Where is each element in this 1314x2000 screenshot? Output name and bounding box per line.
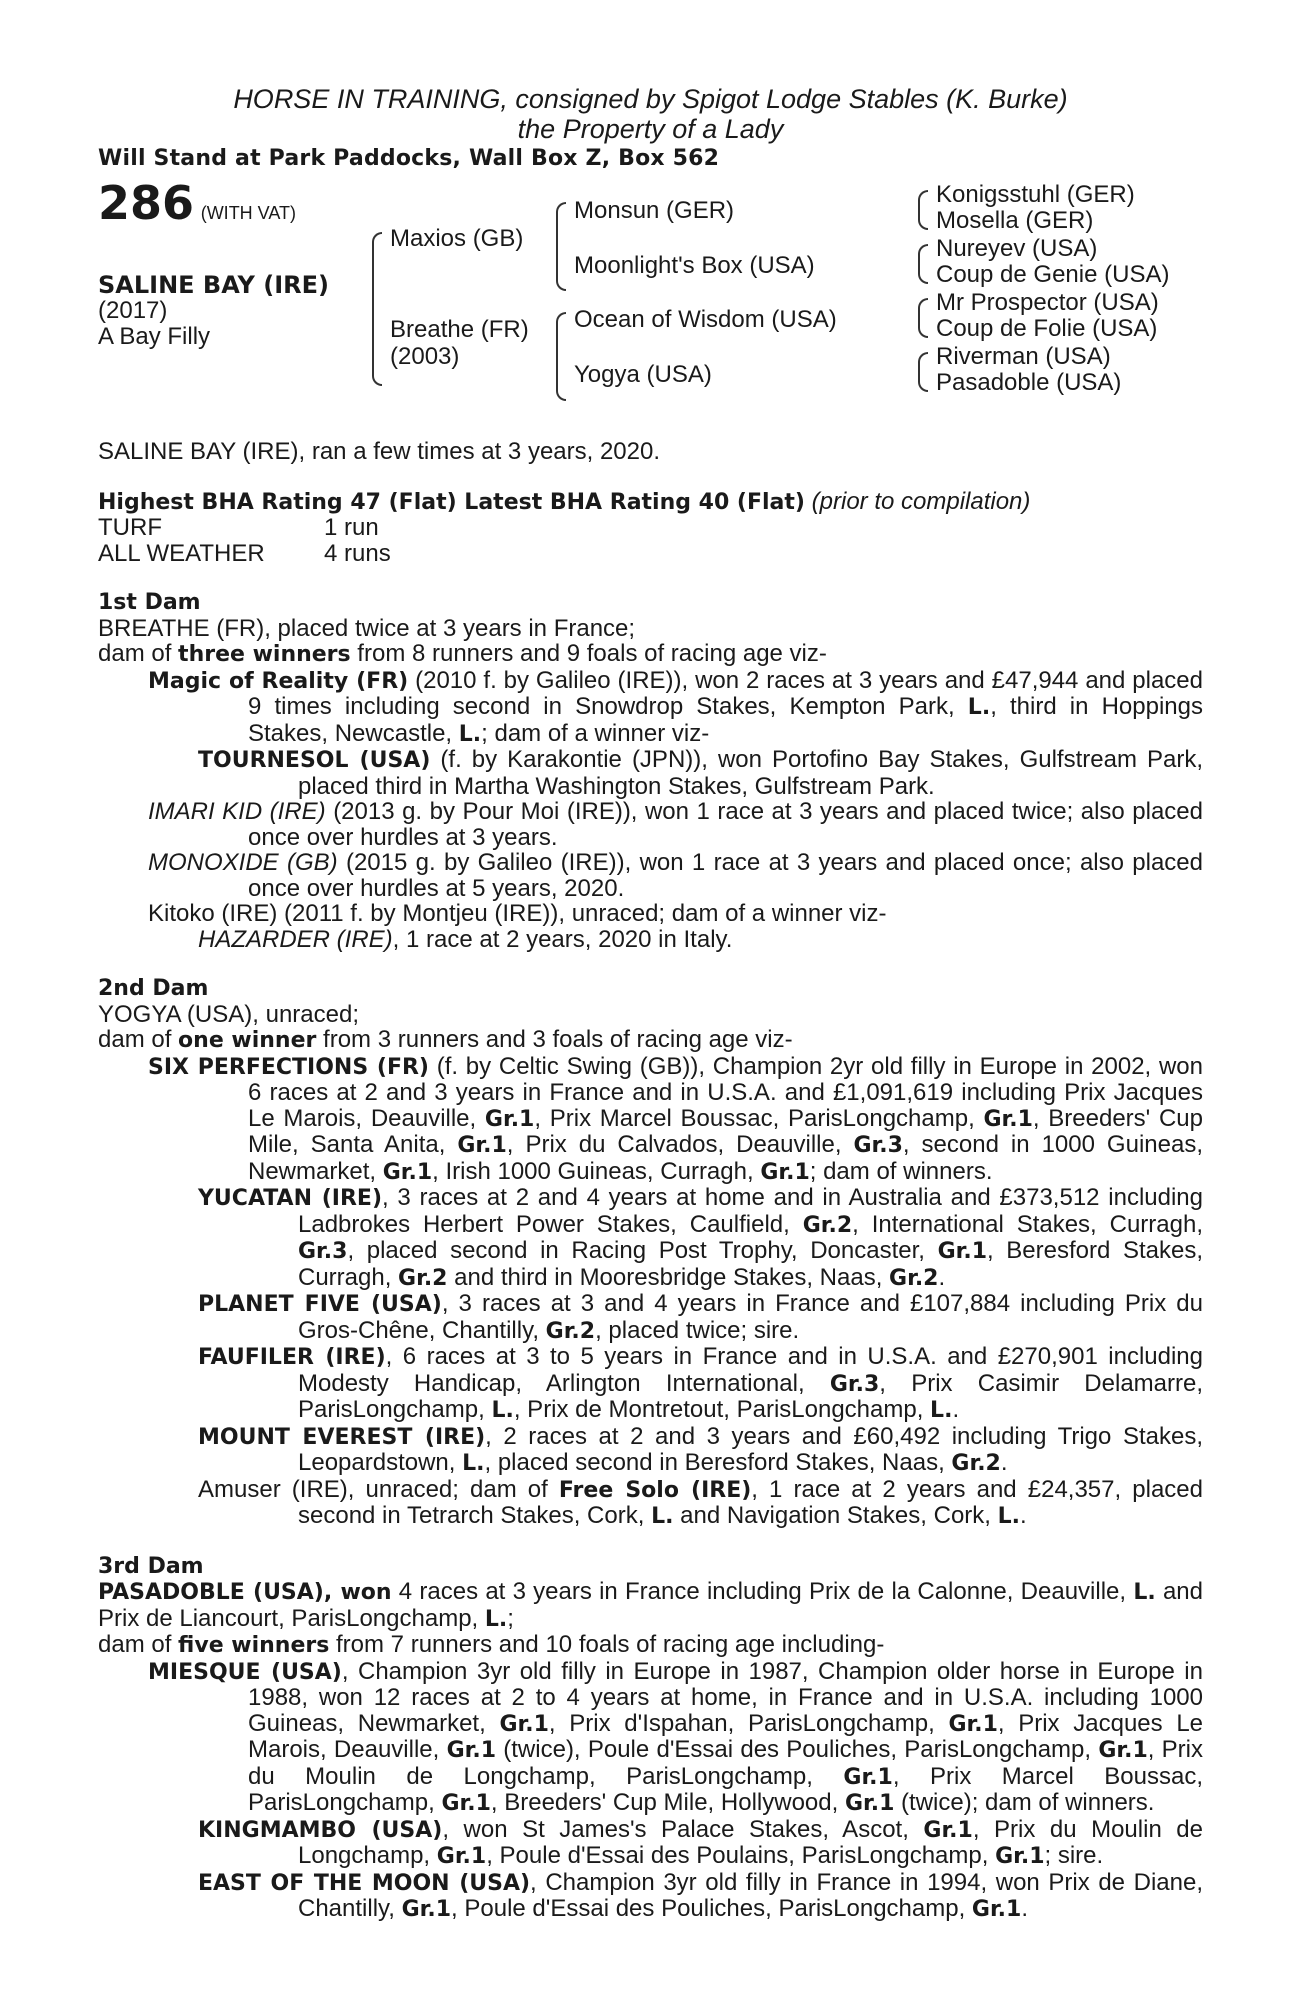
text-run: Gr.1	[983, 1106, 1033, 1132]
text-run: L.	[1133, 1580, 1156, 1605]
text-run: MONOXIDE (GB)	[148, 849, 338, 876]
text-run: three winners	[178, 642, 351, 667]
text-run: Gr.1	[401, 1897, 452, 1922]
vat-note: (WITH VAT)	[200, 203, 297, 223]
text-run: (2015 g. by Galileo (IRE)), won 1 race at 3 years and placed once; also placed once over hurdles at 5 years, 2020.	[248, 849, 1203, 902]
text-run: ; dam of winners.	[809, 1157, 993, 1185]
produce-tournesol	[98, 747, 1203, 799]
text-run: Gr.1	[484, 1106, 535, 1132]
aw-label: ALL WEATHER	[98, 539, 265, 567]
text-run: TOURNESOL (USA)	[198, 748, 431, 773]
text-run: , won St James's Palace Stakes, Ascot,	[442, 1815, 924, 1843]
text-run: Gr.1	[441, 1791, 491, 1816]
catalogue-page	[98, 84, 1203, 1923]
text-run: Gr.3	[853, 1133, 903, 1158]
text-run: (2013 g. by Pour Moi (IRE)), won 1 race at 3 years and placed twice; also placed once over hurdles at 3 years.	[248, 798, 1203, 851]
text-run: PLANET FIVE (USA)	[198, 1292, 442, 1317]
text-run: KINGMAMBO (USA)	[198, 1817, 443, 1843]
g3-nureyev: Nureyev (USA)	[936, 235, 1098, 262]
text-run: Free Solo (IRE)	[558, 1477, 752, 1503]
g3-konigsstuhl: Konigsstuhl (GER)	[936, 181, 1135, 208]
bracket-dam	[556, 312, 566, 401]
text-run: , placed twice; sire.	[595, 1316, 800, 1344]
text-run: Gr.1	[499, 1711, 549, 1737]
text-run: , second in 1000 Guineas, Newmarket,	[248, 1131, 1203, 1185]
produce-east-of-the-moon	[98, 1870, 1203, 1923]
text-run: Gr.1	[995, 1844, 1045, 1869]
text-run: one winner	[178, 1028, 317, 1053]
text-run: , 6 races at 3 to 5 years in France and in U.S.A. and £270,901 including Modesty Handicap, Arlington International,	[298, 1343, 1203, 1397]
text-run: Gr.1	[844, 1791, 895, 1816]
produce-hazarder	[98, 927, 1203, 953]
text-run: and third in Mooresbridge Stakes, Naas,	[447, 1263, 890, 1291]
text-run: Gr.2	[951, 1451, 1001, 1476]
text-run: , Prix de Montretout, ParisLongchamp,	[513, 1396, 931, 1423]
text-run: SIX PERFECTIONS (FR)	[148, 1054, 429, 1080]
third-dam-line	[98, 1579, 1203, 1632]
text-run: EAST OF THE MOON (USA)	[198, 1870, 531, 1896]
produce-faufiler	[98, 1344, 1203, 1424]
produce-monoxide	[98, 850, 1203, 901]
text-run: .	[1000, 1449, 1008, 1476]
text-run: from 7 runners and 10 foals of racing age including-	[329, 1631, 885, 1658]
text-run: , 2 races at 2 and 3 years and £60,492 including Trigo Stakes, Leopardstown,	[298, 1422, 1203, 1476]
text-run: dam of	[98, 1026, 179, 1053]
dam-year: (2003)	[390, 343, 460, 370]
aw-row	[98, 541, 1203, 567]
text-run: .	[1020, 1502, 1027, 1529]
text-run: Gr.1	[760, 1159, 810, 1185]
stand-location: Will Stand at Park Paddocks, Wall Box Z, Box 562	[98, 146, 720, 171]
text-run: dam of	[98, 640, 179, 667]
produce-miesque	[98, 1659, 1203, 1817]
text-run: MOUNT EVEREST (IRE)	[198, 1424, 486, 1450]
text-run: , Prix Marcel Boussac, ParisLongchamp,	[534, 1104, 984, 1132]
horse-name: SALINE BAY (IRE)	[98, 271, 329, 299]
text-run: , placed second in Racing Post Trophy, Doncaster,	[347, 1237, 938, 1264]
text-run: , Poule d'Essai des Poulains, ParisLongchamp,	[486, 1842, 996, 1869]
horse-year: (2017)	[98, 297, 168, 324]
produce-kitoko	[98, 901, 1203, 927]
text-run: Gr.1	[1098, 1738, 1148, 1763]
text-run: , 1 race at 2 years, 2020 in Italy.	[392, 925, 733, 953]
first-dam-heading: 1st Dam	[98, 590, 201, 615]
text-run: , 3 races at 3 and 4 years in France and £107,884 including Prix du Gros-Chêne, Chantilly,	[298, 1290, 1203, 1344]
first-dam-line: BREATHE (FR), placed twice at 3 years in France;	[98, 614, 636, 642]
produce-imari-kid	[98, 799, 1203, 850]
text-run: Gr.2	[398, 1265, 448, 1291]
text-run: Gr.1	[923, 1817, 973, 1843]
text-run: .	[938, 1263, 946, 1291]
rating-values: Highest BHA Rating 47 (Flat) Latest BHA Rating 40 (Flat)	[98, 489, 805, 515]
produce-amuser	[98, 1477, 1203, 1530]
text-run: , third in Hoppings Stakes, Newcastle,	[248, 693, 1203, 747]
bracket-g3-2	[918, 244, 928, 284]
pedigree-table	[98, 176, 1203, 427]
text-run: L.	[651, 1504, 674, 1529]
text-run: Gr.2	[889, 1265, 939, 1291]
sire: Maxios (GB)	[390, 225, 524, 252]
text-run: L.	[930, 1398, 953, 1423]
g3-coup-de-genie: Coup de Genie (USA)	[936, 261, 1170, 288]
text-run: , Champion 3yr old filly in Europe in 1987, Champion older horse in Europe in 1988, won 12 races at 2 to 4 years at home, in France and in U.S.A. including 1000 Guineas, Newmarket,	[248, 1657, 1203, 1737]
text-run: Magic of Reality (FR)	[148, 668, 409, 694]
text-run: , Irish 1000 Guineas, Curragh,	[432, 1157, 761, 1185]
third-dam-section	[98, 1554, 1203, 1923]
text-run: L.	[967, 695, 991, 720]
produce-magic-of-reality	[98, 668, 1203, 748]
text-run: L.	[458, 721, 482, 747]
text-run: L.	[491, 1398, 514, 1423]
text-run: IMARI KID (IRE)	[148, 798, 326, 825]
sire-dam: Moonlight's Box (USA)	[574, 252, 815, 279]
bracket-sire	[556, 202, 566, 291]
text-run: PASADOBLE (USA), won	[98, 1580, 392, 1605]
ratings-block	[98, 489, 1203, 567]
text-run: Gr.1	[436, 1844, 487, 1869]
text-run: , Breeders' Cup Mile, Hollywood,	[490, 1789, 845, 1816]
text-run: five winners	[178, 1633, 330, 1658]
text-run: and Navigation Stakes, Cork,	[673, 1502, 998, 1529]
text-run: ;	[507, 1604, 514, 1632]
text-run: and Prix de Liancourt, ParisLongchamp,	[98, 1578, 1204, 1632]
text-run: (2010 f. by Galileo (IRE)), won 2 races at 3 years and £47,944 and placed 9 times including second in Snowdrop Stakes, Kempton Park,	[248, 666, 1203, 720]
second-dam-heading: 2nd Dam	[98, 976, 209, 1001]
g3-mr-prospector: Mr Prospector (USA)	[936, 289, 1159, 316]
text-run: Gr.1	[446, 1738, 497, 1763]
text-run: , Prix du Calvados, Deauville,	[506, 1131, 854, 1158]
text-run: Gr.2	[545, 1318, 596, 1344]
g3-coup-de-folie: Coup de Folie (USA)	[936, 315, 1158, 342]
text-run: Amuser (IRE), unraced; dam of	[198, 1475, 559, 1503]
g3-riverman: Riverman (USA)	[936, 343, 1111, 370]
horse-description: A Bay Filly	[98, 323, 211, 350]
lot-number-line	[98, 176, 297, 230]
text-run: , Prix d'Ispahan, ParisLongchamp,	[548, 1709, 949, 1737]
bracket-g3-4	[918, 352, 928, 392]
text-run: FAUFILER (IRE)	[198, 1345, 386, 1370]
bracket-g3-3	[918, 298, 928, 338]
text-run: Gr.3	[829, 1371, 880, 1397]
text-run: , Prix du Moulin de Longchamp,	[298, 1815, 1204, 1869]
turf-label: TURF	[98, 514, 162, 541]
text-run: , Beresford Stakes, Curragh,	[298, 1237, 1203, 1291]
text-run: , Prix Casimir Delamarre, ParisLongchamp,	[298, 1369, 1204, 1423]
g3-mosella: Mosella (GER)	[936, 207, 1094, 234]
text-run: YUCATAN (IRE)	[198, 1186, 382, 1211]
turf-value: 1 run	[324, 514, 379, 541]
dam-sire: Ocean of Wisdom (USA)	[574, 306, 837, 333]
consignor-line: HORSE IN TRAINING, consigned by Spigot Lodge Stables (K. Burke)	[233, 84, 1068, 114]
text-run: Gr.1	[843, 1764, 893, 1790]
text-run: L.	[997, 1504, 1021, 1529]
text-run: .	[952, 1396, 960, 1423]
text-run: , 1 race at 2 years and £24,357, placed second in Tetrarch Stakes, Cork,	[298, 1475, 1203, 1529]
lot-number: 286	[98, 176, 195, 230]
text-run: , placed second in Beresford Stakes, Naas,	[484, 1449, 952, 1476]
text-run: .	[1021, 1895, 1029, 1922]
text-run: HAZARDER (IRE)	[198, 925, 393, 953]
text-run: , Prix Marcel Boussac, ParisLongchamp,	[248, 1762, 1204, 1816]
produce-kingmambo	[98, 1817, 1203, 1870]
produce-yucatan	[98, 1185, 1203, 1291]
text-run: , Prix du Moulin de Longchamp, ParisLongchamp,	[248, 1736, 1204, 1790]
text-run: (f. by Karakontie (JPN)), won Portofino Bay Stakes, Gulfstream Park, placed third in Martha Washington Stakes, Gulfstream Park.	[298, 746, 1203, 800]
produce-planet-five	[98, 1291, 1203, 1344]
text-run: , Prix Jacques Le Marois, Deauville,	[248, 1709, 1204, 1763]
text-run: Gr.1	[382, 1159, 433, 1185]
race-summary: SALINE BAY (IRE), ran a few times at 3 years, 2020.	[98, 438, 661, 465]
text-run: (twice), Poule d'Essai des Pouliches, ParisLongchamp,	[496, 1736, 1099, 1763]
dam-dam: Yogya (USA)	[574, 361, 712, 388]
second-dam-produce-line	[98, 1027, 1203, 1054]
property-line: the Property of a Lady	[517, 114, 784, 144]
text-run: , Breeders' Cup Mile, Santa Anita,	[248, 1104, 1204, 1158]
text-run: Gr.1	[457, 1133, 507, 1158]
text-run: , Poule d'Essai des Pouliches, ParisLongchamp,	[451, 1895, 972, 1922]
first-dam-section	[98, 590, 1203, 952]
third-dam-produce-line	[98, 1632, 1203, 1659]
text-run: dam of	[98, 1631, 179, 1658]
bracket-g3-1	[918, 190, 928, 230]
text-run: Gr.1	[971, 1897, 1022, 1922]
rating-line	[98, 489, 1203, 516]
text-run: Gr.2	[802, 1212, 853, 1238]
produce-mount-everest	[98, 1424, 1203, 1477]
rating-note: (prior to compilation)	[811, 487, 1031, 515]
text-run: , International Stakes, Curragh,	[852, 1210, 1203, 1238]
third-dam-heading: 3rd Dam	[98, 1553, 204, 1579]
sire-sire: Monsun (GER)	[574, 197, 735, 224]
text-run: from 8 runners and 9 foals of racing age viz-	[350, 640, 827, 667]
text-run: , 3 races at 2 and 4 years at home and in Australia and £373,512 including Ladbrokes Herbert Power Stakes, Caulfield,	[298, 1184, 1203, 1238]
text-run: Gr.3	[298, 1239, 348, 1264]
text-run: L.	[484, 1606, 508, 1632]
second-dam-section	[98, 976, 1203, 1530]
text-run: 4 races at 3 years in France including Prix de la Calonne, Deauville,	[391, 1578, 1134, 1605]
text-run: (twice); dam of winners.	[894, 1789, 1155, 1816]
text-run: Kitoko (IRE) (2011 f. by Montjeu (IRE)), unraced; dam of a winner viz-	[148, 900, 887, 927]
bracket-main	[372, 232, 382, 386]
text-run: from 3 runners and 3 foals of racing age viz-	[316, 1026, 793, 1053]
text-run: Gr.1	[948, 1711, 998, 1737]
turf-row	[98, 515, 1203, 541]
text-run: ; sire.	[1044, 1842, 1104, 1869]
second-dam-line: YOGYA (USA), unraced;	[98, 1000, 359, 1028]
text-run: (f. by Celtic Swing (GB)), Champion 2yr old filly in Europe in 2002, won 6 races at 2 and 3 years in France and in U.S.A. and £1,091,619 including Prix Jacques Le Marois, Deauville,	[248, 1052, 1203, 1132]
aw-value: 4 runs	[324, 539, 391, 567]
produce-six-perfections	[98, 1054, 1203, 1186]
first-dam-produce-line	[98, 641, 1203, 668]
text-run: , Champion 3yr old filly in France in 1994, won Prix de Diane, Chantilly,	[298, 1868, 1203, 1922]
text-run: ; dam of a winner viz-	[481, 719, 710, 747]
text-run: Gr.1	[937, 1239, 987, 1264]
dam: Breathe (FR)	[390, 316, 529, 343]
g3-pasadoble: Pasadoble (USA)	[936, 369, 1122, 396]
text-run: MIESQUE (USA)	[148, 1659, 342, 1685]
text-run: L.	[462, 1451, 485, 1476]
